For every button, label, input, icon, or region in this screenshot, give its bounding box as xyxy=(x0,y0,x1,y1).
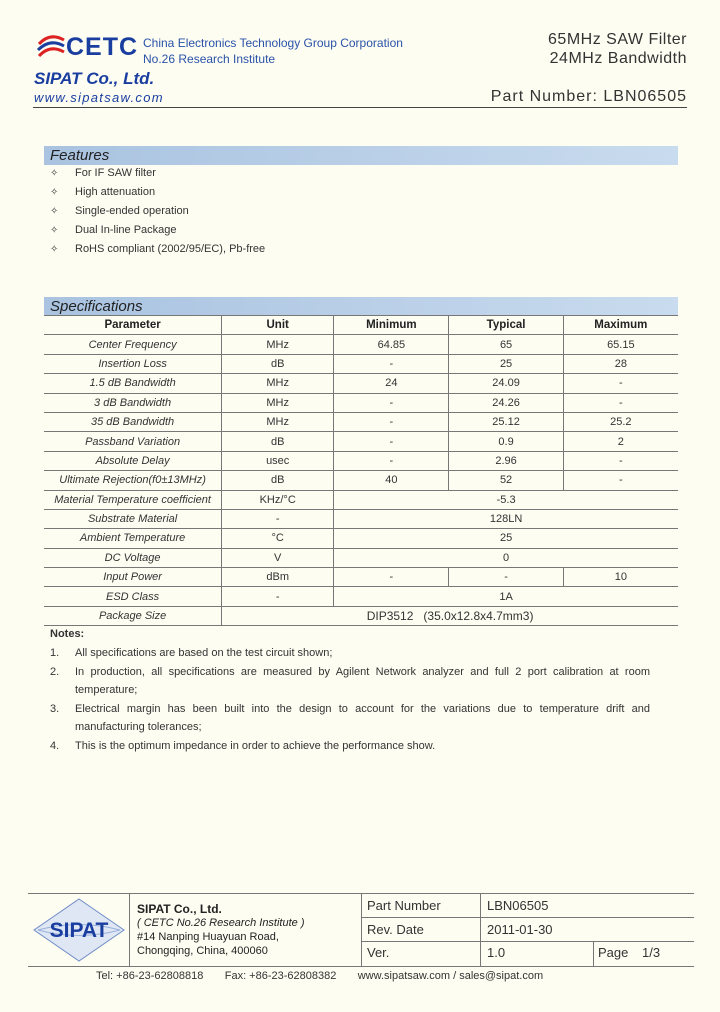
table-cell: - xyxy=(449,568,563,587)
feature-text: High attenuation xyxy=(75,186,156,198)
note-text: Electrical margin has been built into the design to account for the variations due to temperature drift and manufacturing tolerances; xyxy=(75,702,650,734)
footer-address-line-2: Chongqing, China, 400060 xyxy=(137,945,268,957)
table-cell: Ultimate Rejection(f0±13MHz) xyxy=(44,471,222,490)
corporation-line-2: No.26 Research Institute xyxy=(143,52,276,66)
table-cell: - xyxy=(334,451,449,470)
notes-title: Notes: xyxy=(50,628,85,640)
note-text: All specifications are based on the test circuit shown; xyxy=(75,647,333,659)
column-header: Minimum xyxy=(334,316,449,335)
table-cell: KHz/°C xyxy=(222,490,334,509)
footer-divider xyxy=(361,893,362,966)
table-cell: Package Size xyxy=(44,606,222,625)
sipat-logo-text: SIPAT xyxy=(49,919,109,942)
table-cell: 24.26 xyxy=(449,393,563,412)
product-line-2: 24MHz Bandwidth xyxy=(549,50,687,67)
note-number: 2. xyxy=(50,665,60,678)
cetc-logo-text: CETC xyxy=(66,33,139,61)
notes-section xyxy=(50,628,650,756)
features-heading: Features xyxy=(44,146,678,165)
table-cell: dB xyxy=(222,432,334,451)
page-label: Page xyxy=(598,945,629,960)
table-cell: - xyxy=(222,509,334,528)
table-cell: 2 xyxy=(563,432,678,451)
table-cell: Insertion Loss xyxy=(44,354,222,373)
bullet-icon: ✧ xyxy=(50,187,59,198)
table-cell: 2.96 xyxy=(449,451,563,470)
product-title xyxy=(548,30,687,68)
footer-contact: Tel: +86-23-62808818 Fax: +86-23-62808382 www.sipatsaw.com / sales@sipat.com xyxy=(96,970,544,982)
note-item xyxy=(50,644,650,663)
feature-item xyxy=(50,243,265,255)
table-cell: Center Frequency xyxy=(44,335,222,354)
table-row xyxy=(44,606,678,625)
bullet-icon: ✧ xyxy=(50,244,59,255)
table-cell: Material Temperature coefficient xyxy=(44,490,222,509)
table-cell: MHz xyxy=(222,335,334,354)
header-divider xyxy=(33,107,687,108)
table-row xyxy=(44,354,678,373)
table-cell: °C xyxy=(222,529,334,548)
table-cell: - xyxy=(334,393,449,412)
table-cell: MHz xyxy=(222,393,334,412)
table-row xyxy=(44,412,678,431)
footer-address-block xyxy=(137,902,305,958)
table-cell: 24 xyxy=(334,374,449,393)
table-cell: MHz xyxy=(222,412,334,431)
corporation-line-1: China Electronics Technology Group Corporation xyxy=(143,36,403,50)
table-row xyxy=(44,529,678,548)
footer-divider xyxy=(361,941,694,942)
feature-text: Dual In-line Package xyxy=(75,224,177,236)
table-cell: - xyxy=(334,432,449,451)
table-cell: 10 xyxy=(563,568,678,587)
table-cell: dBm xyxy=(222,568,334,587)
table-cell: 25 xyxy=(334,529,678,548)
table-cell: dB xyxy=(222,354,334,373)
feature-item xyxy=(50,205,189,217)
table-cell: 65.15 xyxy=(563,335,678,354)
table-row xyxy=(44,335,678,354)
feature-text: For IF SAW filter xyxy=(75,167,156,179)
table-cell: ESD Class xyxy=(44,587,222,606)
note-item xyxy=(50,663,650,700)
product-line-1: 65MHz SAW Filter xyxy=(548,31,687,48)
part-number: Part Number: LBN06505 xyxy=(490,88,687,105)
footer-divider xyxy=(361,917,694,918)
table-row xyxy=(44,509,678,528)
note-number: 3. xyxy=(50,702,60,715)
table-cell: 65 xyxy=(449,335,563,354)
column-header: Typical xyxy=(449,316,563,335)
note-item xyxy=(50,737,650,756)
note-number: 4. xyxy=(50,739,60,752)
table-row xyxy=(44,374,678,393)
table-cell: 24.09 xyxy=(449,374,563,393)
feature-text: Single-ended operation xyxy=(75,205,189,217)
page-value: 1/3 xyxy=(642,945,661,960)
specifications-table xyxy=(44,315,678,626)
sipat-logo-icon xyxy=(32,897,126,963)
rev-date-value: 2011-01-30 xyxy=(487,922,553,937)
version-value: 1.0 xyxy=(487,945,506,960)
bullet-icon: ✧ xyxy=(50,225,59,236)
footer-address-line-1: #14 Nanping Huayuan Road, xyxy=(137,931,279,943)
column-header: Unit xyxy=(222,316,334,335)
bullet-icon: ✧ xyxy=(50,206,59,217)
table-cell: 28 xyxy=(563,354,678,373)
table-row xyxy=(44,490,678,509)
version-label: Ver. xyxy=(367,945,390,960)
footer-institute: ( CETC No.26 Research Institute ) xyxy=(137,917,305,929)
table-cell: - xyxy=(563,451,678,470)
rev-date-label: Rev. Date xyxy=(367,922,424,937)
table-cell: dB xyxy=(222,471,334,490)
table-cell: 35 dB Bandwidth xyxy=(44,412,222,431)
table-header-row xyxy=(44,316,678,335)
column-header: Parameter xyxy=(44,316,222,335)
column-header: Maximum xyxy=(563,316,678,335)
table-cell: 128LN xyxy=(334,509,678,528)
feature-text: RoHS compliant (2002/95/EC), Pb-free xyxy=(75,243,266,255)
table-cell: 0.9 xyxy=(449,432,563,451)
table-cell: 25.12 xyxy=(449,412,563,431)
table-cell: 64.85 xyxy=(334,335,449,354)
specifications-heading: Specifications xyxy=(44,297,678,316)
note-item xyxy=(50,700,650,737)
company-name: SIPAT Co., Ltd. xyxy=(34,69,155,88)
table-cell: - xyxy=(563,471,678,490)
table-row xyxy=(44,568,678,587)
note-text: In production, all specifications are measured by Agilent Network analyzer and full 2 port calibration at room temperature; xyxy=(75,665,650,697)
feature-item xyxy=(50,167,156,179)
table-cell: Ambient Temperature xyxy=(44,529,222,548)
part-number-label: Part Number xyxy=(367,898,441,913)
part-number-value: LBN06505 xyxy=(487,898,549,913)
table-cell: 3 dB Bandwidth xyxy=(44,393,222,412)
table-cell: 25 xyxy=(449,354,563,373)
table-cell: 25.2 xyxy=(563,412,678,431)
table-cell: - xyxy=(334,354,449,373)
table-cell: Input Power xyxy=(44,568,222,587)
table-cell: 1A xyxy=(334,587,678,606)
table-cell: 40 xyxy=(334,471,449,490)
table-row xyxy=(44,471,678,490)
note-text: This is the optimum impedance in order to achieve the performance show. xyxy=(75,739,436,752)
corporation-name xyxy=(143,35,403,67)
feature-item xyxy=(50,224,177,236)
table-row xyxy=(44,451,678,470)
footer-divider xyxy=(129,893,130,966)
feature-item xyxy=(50,186,155,198)
table-cell: - xyxy=(222,587,334,606)
table-row xyxy=(44,432,678,451)
table-cell: MHz xyxy=(222,374,334,393)
table-cell: DIP3512 (35.0x12.8x4.7mm3) xyxy=(222,606,678,625)
table-row xyxy=(44,548,678,567)
table-cell: 1.5 dB Bandwidth xyxy=(44,374,222,393)
table-cell: Absolute Delay xyxy=(44,451,222,470)
table-row xyxy=(44,393,678,412)
table-cell: - xyxy=(334,412,449,431)
website-link[interactable]: www.sipatsaw.com xyxy=(34,90,164,105)
table-cell: usec xyxy=(222,451,334,470)
table-cell: - xyxy=(563,393,678,412)
table-cell: - xyxy=(563,374,678,393)
bullet-icon: ✧ xyxy=(50,168,59,179)
table-row xyxy=(44,587,678,606)
table-cell: DC Voltage xyxy=(44,548,222,567)
table-cell: 52 xyxy=(449,471,563,490)
footer-divider xyxy=(480,893,481,966)
table-cell: Passband Variation xyxy=(44,432,222,451)
table-cell: Substrate Material xyxy=(44,509,222,528)
footer-divider xyxy=(593,941,594,966)
footer-company: SIPAT Co., Ltd. xyxy=(137,902,222,916)
table-cell: - xyxy=(334,568,449,587)
table-cell: 0 xyxy=(334,548,678,567)
table-cell: -5.3 xyxy=(334,490,678,509)
table-cell: V xyxy=(222,548,334,567)
note-number: 1. xyxy=(50,647,60,659)
